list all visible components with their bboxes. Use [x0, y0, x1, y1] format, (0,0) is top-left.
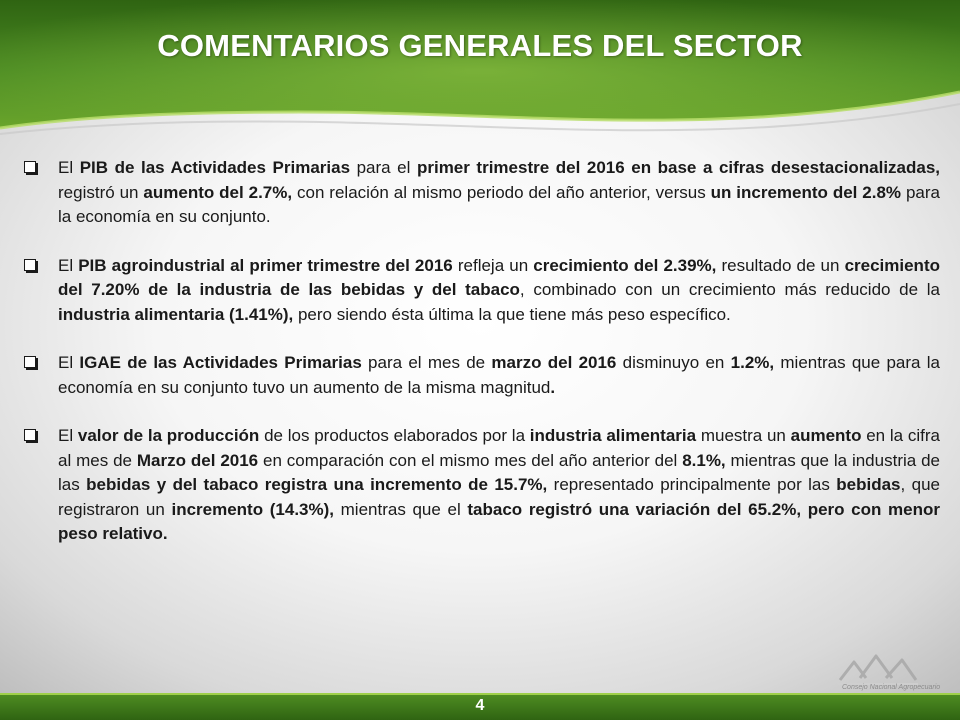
header-banner	[0, 0, 960, 150]
bold-text: aumento	[790, 426, 862, 445]
bold-text: bebidas	[836, 475, 901, 494]
page-number: 4	[475, 697, 485, 714]
text-run: en comparación con el mismo mes del año anterior del	[258, 450, 683, 470]
text-run: mientras que la industria de las	[58, 450, 940, 494]
bullet-paragraph	[24, 351, 940, 400]
text-run: mientras que el	[334, 499, 468, 519]
bold-text: PIB agroindustrial al primer trimestre del 2016	[78, 255, 453, 275]
bold-text: Marzo del 2016	[136, 450, 259, 470]
checkbox-bullet-icon	[24, 161, 36, 173]
checkbox-bullet-icon	[24, 356, 36, 368]
bold-text: industria alimentaria (1.41%),	[58, 304, 294, 324]
bold-text: 8.1%,	[682, 450, 726, 470]
bullet-paragraph	[24, 254, 940, 328]
logo-caption: Consejo Nacional Agropecuario	[842, 684, 941, 691]
bold-text: marzo del 2016	[491, 353, 617, 372]
bold-text: industria alimentaria	[529, 426, 697, 445]
text-run: refleja un	[452, 255, 534, 275]
text-run: para el	[350, 158, 417, 177]
bold-text: crecimiento del 2.39%,	[533, 255, 717, 275]
bold-text: PIB de las Actividades Primarias	[79, 158, 351, 177]
text-run: mientras que para la economía en su conjunto tuvo un aumento de la misma magnitud	[58, 353, 940, 397]
text-run: , combinado con un crecimiento más reducido de la	[519, 280, 940, 299]
bold-text: primer trimestre del 2016 en base a cifras desestacionalizadas,	[416, 158, 941, 177]
bold-text: crecimiento del 7.20% de la industria de las bebidas y del tabaco	[58, 255, 940, 299]
text-run: representado principalmente por las	[547, 475, 837, 494]
text-run: para el mes de	[361, 353, 492, 372]
bold-text: IGAE de las Actividades Primarias	[79, 353, 362, 372]
text-run: registró un	[58, 182, 144, 202]
text-run: El	[58, 158, 80, 177]
bold-text: bebidas y del tabaco registra una incremento de 15.7%,	[86, 475, 548, 494]
bullet-paragraph	[24, 156, 940, 230]
bullet-paragraph	[24, 424, 940, 547]
bold-text: 1.2%,	[730, 353, 775, 372]
text-run: , que registraron un	[58, 475, 940, 519]
text-run: disminuyo en	[616, 353, 731, 372]
text-run: El	[58, 255, 79, 275]
slide-title: COMENTARIOS GENERALES DEL SECTOR	[157, 28, 803, 63]
checkbox-bullet-icon	[24, 259, 36, 271]
text-run: de los productos elaborados por la	[259, 426, 530, 445]
text-run: resultado de un	[716, 255, 845, 275]
text-run: El	[58, 353, 80, 372]
bold-text: un incremento del 2.8%	[710, 182, 902, 202]
bold-text: valor de la producción	[77, 426, 260, 445]
text-run: para la economía en su conjunto.	[58, 182, 940, 226]
bold-text: aumento del 2.7%,	[143, 182, 293, 202]
text-run: muestra un	[696, 426, 791, 445]
text-run: en la cifra al mes de	[58, 426, 940, 470]
text-run: pero siendo ésta última la que tiene más peso específico.	[293, 304, 731, 324]
text-run: con relación al mismo periodo del año anterior, versus	[292, 182, 711, 202]
checkbox-bullet-icon	[24, 429, 36, 441]
bold-text: .	[550, 377, 556, 397]
bold-text: incremento (14.3%),	[171, 499, 334, 519]
bold-text: tabaco registró una variación del 65.2%, pero con menor peso relativo.	[58, 499, 940, 543]
text-run: El	[58, 426, 78, 445]
bullet-list	[24, 156, 940, 547]
